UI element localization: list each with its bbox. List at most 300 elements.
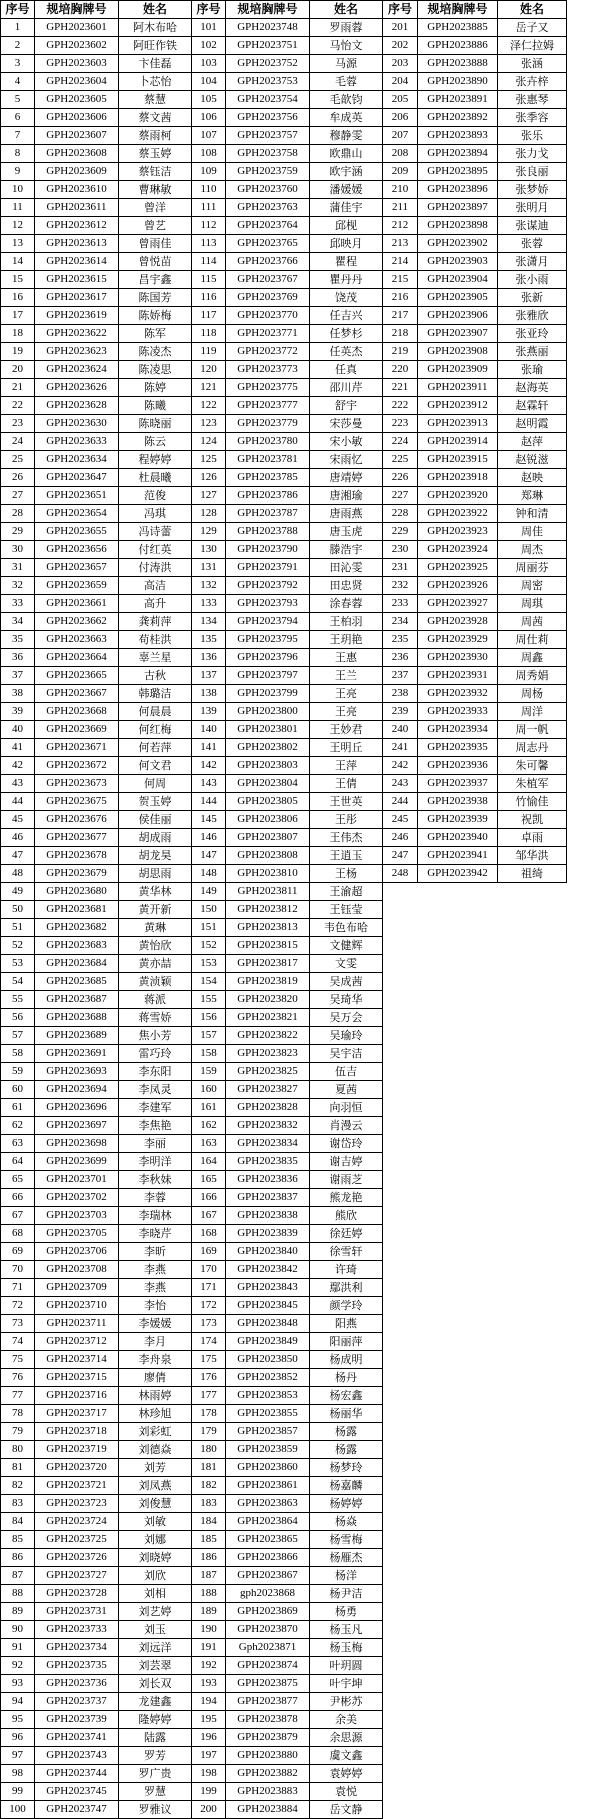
row-name: 刘欣 [119, 1567, 192, 1585]
row-badge-number: Gph2023871 [226, 1639, 310, 1657]
table-row [383, 289, 567, 307]
row-index: 31 [1, 559, 35, 577]
row-name: 赵映 [498, 469, 567, 487]
row-name: 陈婷 [119, 379, 192, 397]
table-row [192, 55, 383, 73]
row-index: 64 [1, 1153, 35, 1171]
row-name: 刘芸翠 [119, 1657, 192, 1675]
row-index: 157 [192, 1027, 226, 1045]
row-badge-number: GPH2023668 [35, 703, 119, 721]
table-row [192, 685, 383, 703]
table-row [383, 505, 567, 523]
row-index: 82 [1, 1477, 35, 1495]
row-badge-number: GPH2023766 [226, 253, 310, 271]
row-name: 饶茂 [310, 289, 383, 307]
table-row [383, 757, 567, 775]
row-index: 114 [192, 253, 226, 271]
row-index: 19 [1, 343, 35, 361]
table-row [192, 1045, 383, 1063]
row-badge-number: GPH2023727 [35, 1567, 119, 1585]
row-badge-number: GPH2023647 [35, 469, 119, 487]
row-name: 谢雨芝 [310, 1171, 383, 1189]
table-row [1, 883, 192, 901]
row-index: 41 [1, 739, 35, 757]
table-row [192, 847, 383, 865]
row-badge-number: GPH2023838 [226, 1207, 310, 1225]
row-index: 113 [192, 235, 226, 253]
row-badge-number: GPH2023892 [418, 109, 498, 127]
table-row [1, 1459, 192, 1477]
row-name: 唐雨燕 [310, 505, 383, 523]
table-row [1, 775, 192, 793]
header-name: 姓名 [310, 1, 383, 19]
row-badge-number: GPH2023886 [418, 37, 498, 55]
row-name: 刘娜 [119, 1531, 192, 1549]
row-badge-number: GPH2023865 [226, 1531, 310, 1549]
row-index: 208 [383, 145, 418, 163]
table-row [383, 235, 567, 253]
row-name: 邱映月 [310, 235, 383, 253]
row-name: 杨玉凡 [310, 1621, 383, 1639]
row-index: 236 [383, 649, 418, 667]
row-index: 241 [383, 739, 418, 757]
row-index: 231 [383, 559, 418, 577]
row-name: 韦色布哈 [310, 919, 383, 937]
row-index: 100 [1, 1801, 35, 1819]
row-index: 188 [192, 1585, 226, 1603]
row-badge-number: GPH2023748 [226, 19, 310, 37]
row-badge-number: GPH2023781 [226, 451, 310, 469]
row-index: 66 [1, 1189, 35, 1207]
row-name: 周佳 [498, 523, 567, 541]
row-index: 56 [1, 1009, 35, 1027]
row-badge-number: GPH2023937 [418, 775, 498, 793]
table-row [192, 1423, 383, 1441]
row-name: 陈凌杰 [119, 343, 192, 361]
roster-table-3 [382, 0, 567, 883]
row-badge-number: GPH2023913 [418, 415, 498, 433]
row-name: 刘远洋 [119, 1639, 192, 1657]
row-name: 祝凯 [498, 811, 567, 829]
row-badge-number: GPH2023879 [226, 1729, 310, 1747]
table-row [1, 541, 192, 559]
row-badge-number: GPH2023684 [35, 955, 119, 973]
table-row [1, 217, 192, 235]
row-name: 杜晨曦 [119, 469, 192, 487]
row-name: 胡成雨 [119, 829, 192, 847]
table-row [192, 1117, 383, 1135]
row-index: 12 [1, 217, 35, 235]
row-name: 余思源 [310, 1729, 383, 1747]
row-name: 阿旺作铁 [119, 37, 192, 55]
row-badge-number: GPH2023706 [35, 1243, 119, 1261]
row-index: 79 [1, 1423, 35, 1441]
row-badge-number: GPH2023832 [226, 1117, 310, 1135]
table-row [1, 343, 192, 361]
row-badge-number: GPH2023787 [226, 505, 310, 523]
row-name: 周鑫 [498, 649, 567, 667]
row-badge-number: GPH2023657 [35, 559, 119, 577]
table-row [1, 1621, 192, 1639]
table-row [192, 1405, 383, 1423]
table-row [1, 739, 192, 757]
row-index: 129 [192, 523, 226, 541]
row-name: 杨焱 [310, 1513, 383, 1531]
row-name: 李秋妹 [119, 1171, 192, 1189]
row-index: 179 [192, 1423, 226, 1441]
table-row [1, 685, 192, 703]
header-name: 姓名 [119, 1, 192, 19]
row-index: 92 [1, 1657, 35, 1675]
table-row [1, 73, 192, 91]
table-row [1, 433, 192, 451]
row-badge-number: GPH2023835 [226, 1153, 310, 1171]
row-index: 36 [1, 649, 35, 667]
table-row [192, 1387, 383, 1405]
row-name: 朱植军 [498, 775, 567, 793]
row-index: 68 [1, 1225, 35, 1243]
row-badge-number: GPH2023804 [226, 775, 310, 793]
table-row [192, 163, 383, 181]
row-badge-number: GPH2023936 [418, 757, 498, 775]
table-row [1, 1441, 192, 1459]
row-name: 刘芳 [119, 1459, 192, 1477]
table-row [192, 1297, 383, 1315]
row-name: 胡龙昊 [119, 847, 192, 865]
row-index: 26 [1, 469, 35, 487]
row-index: 119 [192, 343, 226, 361]
row-badge-number: GPH2023791 [226, 559, 310, 577]
table-row [192, 1171, 383, 1189]
table-row [192, 1333, 383, 1351]
row-name: 李燕 [119, 1279, 192, 1297]
row-name: 祖绮 [498, 865, 567, 883]
row-badge-number: GPH2023817 [226, 955, 310, 973]
row-badge-number: GPH2023785 [226, 469, 310, 487]
row-badge-number: GPH2023611 [35, 199, 119, 217]
row-name: 田忠贤 [310, 577, 383, 595]
table-row [192, 559, 383, 577]
table-row [192, 865, 383, 883]
row-badge-number: GPH2023759 [226, 163, 310, 181]
row-index: 219 [383, 343, 418, 361]
row-name: 许琦 [310, 1261, 383, 1279]
row-index: 18 [1, 325, 35, 343]
row-name: 黄浈颖 [119, 973, 192, 991]
row-badge-number: GPH2023677 [35, 829, 119, 847]
row-badge-number: GPH2023884 [226, 1801, 310, 1819]
row-index: 232 [383, 577, 418, 595]
row-index: 53 [1, 955, 35, 973]
row-name: 蔡慧 [119, 91, 192, 109]
row-name: 黄琳 [119, 919, 192, 937]
row-name: 陆露 [119, 1729, 192, 1747]
row-name: 蔡雨柯 [119, 127, 192, 145]
row-name: 涂春蓉 [310, 595, 383, 613]
table-row [192, 793, 383, 811]
row-index: 80 [1, 1441, 35, 1459]
table-row [383, 343, 567, 361]
table-row [1, 577, 192, 595]
row-name: 叶宇坤 [310, 1675, 383, 1693]
row-name: 王逍玉 [310, 847, 383, 865]
row-name: 李月 [119, 1333, 192, 1351]
row-index: 175 [192, 1351, 226, 1369]
row-badge-number: GPH2023610 [35, 181, 119, 199]
row-index: 24 [1, 433, 35, 451]
row-index: 199 [192, 1783, 226, 1801]
row-badge-number: GPH2023930 [418, 649, 498, 667]
row-name: 岳文静 [310, 1801, 383, 1819]
row-badge-number: GPH2023927 [418, 595, 498, 613]
row-badge-number: GPH2023675 [35, 793, 119, 811]
table-row [1, 1405, 192, 1423]
table-row [192, 811, 383, 829]
table-row [192, 1639, 383, 1657]
table-row [1, 181, 192, 199]
row-name: 穆静雯 [310, 127, 383, 145]
row-index: 25 [1, 451, 35, 469]
table-row [383, 109, 567, 127]
row-badge-number: GPH2023812 [226, 901, 310, 919]
row-badge-number: GPH2023728 [35, 1585, 119, 1603]
row-badge-number: GPH2023793 [226, 595, 310, 613]
row-name: 周丽芬 [498, 559, 567, 577]
table-row [192, 1369, 383, 1387]
row-index: 189 [192, 1603, 226, 1621]
table-row [192, 577, 383, 595]
row-badge-number: GPH2023869 [226, 1603, 310, 1621]
row-name: 周仕莉 [498, 631, 567, 649]
table-row [1, 865, 192, 883]
table-row [383, 721, 567, 739]
row-badge-number: GPH2023935 [418, 739, 498, 757]
row-index: 38 [1, 685, 35, 703]
row-name: 雷巧玲 [119, 1045, 192, 1063]
row-badge-number: GPH2023923 [418, 523, 498, 541]
row-index: 154 [192, 973, 226, 991]
row-badge-number: GPH2023907 [418, 325, 498, 343]
row-badge-number: GPH2023837 [226, 1189, 310, 1207]
row-index: 123 [192, 415, 226, 433]
table-row [1, 757, 192, 775]
row-index: 8 [1, 145, 35, 163]
row-name: 苟桂洪 [119, 631, 192, 649]
row-index: 177 [192, 1387, 226, 1405]
row-name: 陈娇梅 [119, 307, 192, 325]
row-badge-number: GPH2023775 [226, 379, 310, 397]
table-row [1, 1747, 192, 1765]
row-name: 隆婷婷 [119, 1711, 192, 1729]
row-index: 59 [1, 1063, 35, 1081]
row-index: 144 [192, 793, 226, 811]
row-badge-number: GPH2023805 [226, 793, 310, 811]
row-index: 74 [1, 1333, 35, 1351]
row-name: 邱枧 [310, 217, 383, 235]
row-index: 214 [383, 253, 418, 271]
header-row [192, 1, 383, 19]
row-badge-number: GPH2023773 [226, 361, 310, 379]
row-badge-number: GPH2023902 [418, 235, 498, 253]
row-name: 王钰莹 [310, 901, 383, 919]
row-index: 120 [192, 361, 226, 379]
table-row [383, 325, 567, 343]
row-name: 杨婷婷 [310, 1495, 383, 1513]
row-badge-number: GPH2023800 [226, 703, 310, 721]
table-row [383, 667, 567, 685]
row-badge-number: GPH2023764 [226, 217, 310, 235]
row-index: 137 [192, 667, 226, 685]
row-name: 周杨 [498, 685, 567, 703]
row-name: 杨雁杰 [310, 1549, 383, 1567]
row-badge-number: GPH2023617 [35, 289, 119, 307]
row-badge-number: GPH2023882 [226, 1765, 310, 1783]
row-badge-number: GPH2023770 [226, 307, 310, 325]
table-row [1, 901, 192, 919]
table-row [192, 955, 383, 973]
table-row [1, 631, 192, 649]
row-name: 唐湘瑜 [310, 487, 383, 505]
row-index: 16 [1, 289, 35, 307]
row-index: 77 [1, 1387, 35, 1405]
row-name: 刘玉 [119, 1621, 192, 1639]
row-name: 陈云 [119, 433, 192, 451]
table-row [192, 541, 383, 559]
row-badge-number: GPH2023888 [418, 55, 498, 73]
row-name: 尹彬苏 [310, 1693, 383, 1711]
row-index: 194 [192, 1693, 226, 1711]
row-badge-number: GPH2023815 [226, 937, 310, 955]
row-index: 146 [192, 829, 226, 847]
table-row [1, 1729, 192, 1747]
row-name: 何若萍 [119, 739, 192, 757]
row-name: 李明洋 [119, 1153, 192, 1171]
table-row [383, 55, 567, 73]
row-index: 229 [383, 523, 418, 541]
table-row [1, 649, 192, 667]
row-badge-number: GPH2023834 [226, 1135, 310, 1153]
table-row [192, 217, 383, 235]
row-badge-number: GPH2023702 [35, 1189, 119, 1207]
row-name: 杨丹 [310, 1369, 383, 1387]
roster-table-2 [191, 0, 383, 1819]
row-badge-number: GPH2023796 [226, 649, 310, 667]
table-row [192, 937, 383, 955]
table-row [192, 505, 383, 523]
row-index: 139 [192, 703, 226, 721]
table-row [1, 1279, 192, 1297]
table-row [1, 109, 192, 127]
row-badge-number: GPH2023721 [35, 1477, 119, 1495]
row-name: 伍吉 [310, 1063, 383, 1081]
table-row [192, 451, 383, 469]
row-index: 158 [192, 1045, 226, 1063]
table-row [192, 1621, 383, 1639]
row-name: 冯诗蕾 [119, 523, 192, 541]
row-name: 林雨婷 [119, 1387, 192, 1405]
table-row [383, 865, 567, 883]
row-name: 任真 [310, 361, 383, 379]
row-index: 217 [383, 307, 418, 325]
row-name: 王萍 [310, 757, 383, 775]
row-name: 王妙君 [310, 721, 383, 739]
row-name: 文雯 [310, 955, 383, 973]
row-badge-number: GPH2023703 [35, 1207, 119, 1225]
row-name: 王柏羽 [310, 613, 383, 631]
row-badge-number: GPH2023924 [418, 541, 498, 559]
row-index: 75 [1, 1351, 35, 1369]
row-index: 97 [1, 1747, 35, 1765]
table-row [192, 1351, 383, 1369]
row-index: 39 [1, 703, 35, 721]
row-index: 30 [1, 541, 35, 559]
row-index: 102 [192, 37, 226, 55]
row-badge-number: GPH2023606 [35, 109, 119, 127]
table-row [383, 595, 567, 613]
row-index: 248 [383, 865, 418, 883]
table-row [192, 343, 383, 361]
row-name: 王兰 [310, 667, 383, 685]
table-row [383, 811, 567, 829]
table-row [192, 613, 383, 631]
row-name: 袁悦 [310, 1783, 383, 1801]
row-index: 239 [383, 703, 418, 721]
row-badge-number: GPH2023912 [418, 397, 498, 415]
row-badge-number: GPH2023711 [35, 1315, 119, 1333]
row-badge-number: GPH2023736 [35, 1675, 119, 1693]
row-index: 104 [192, 73, 226, 91]
row-badge-number: GPH2023747 [35, 1801, 119, 1819]
row-name: 李燕 [119, 1261, 192, 1279]
row-name: 蔡钰洁 [119, 163, 192, 181]
row-badge-number: GPH2023790 [226, 541, 310, 559]
row-index: 191 [192, 1639, 226, 1657]
row-name: 张明月 [498, 199, 567, 217]
row-badge-number: GPH2023607 [35, 127, 119, 145]
row-badge-number: GPH2023699 [35, 1153, 119, 1171]
row-index: 86 [1, 1549, 35, 1567]
table-row [383, 37, 567, 55]
table-row [1, 793, 192, 811]
table-row [1, 1117, 192, 1135]
row-name: 钟和清 [498, 505, 567, 523]
row-index: 78 [1, 1405, 35, 1423]
table-row [192, 73, 383, 91]
table-row [383, 379, 567, 397]
row-name: 吴万会 [310, 1009, 383, 1027]
row-badge-number: GPH2023780 [226, 433, 310, 451]
row-name: 王渝超 [310, 883, 383, 901]
row-name: 杨雪梅 [310, 1531, 383, 1549]
row-badge-number: GPH2023799 [226, 685, 310, 703]
table-row [1, 1207, 192, 1225]
row-badge-number: GPH2023788 [226, 523, 310, 541]
table-row [1, 1045, 192, 1063]
row-name: 阳燕 [310, 1315, 383, 1333]
table-row [192, 1063, 383, 1081]
row-badge-number: GPH2023867 [226, 1567, 310, 1585]
table-row [192, 1207, 383, 1225]
row-name: 李瑞林 [119, 1207, 192, 1225]
table-row [1, 1477, 192, 1495]
row-badge-number: GPH2023813 [226, 919, 310, 937]
row-badge-number: GPH2023928 [418, 613, 498, 631]
row-badge-number: GPH2023680 [35, 883, 119, 901]
row-badge-number: GPH2023726 [35, 1549, 119, 1567]
row-index: 50 [1, 901, 35, 919]
row-index: 117 [192, 307, 226, 325]
table-row [383, 199, 567, 217]
